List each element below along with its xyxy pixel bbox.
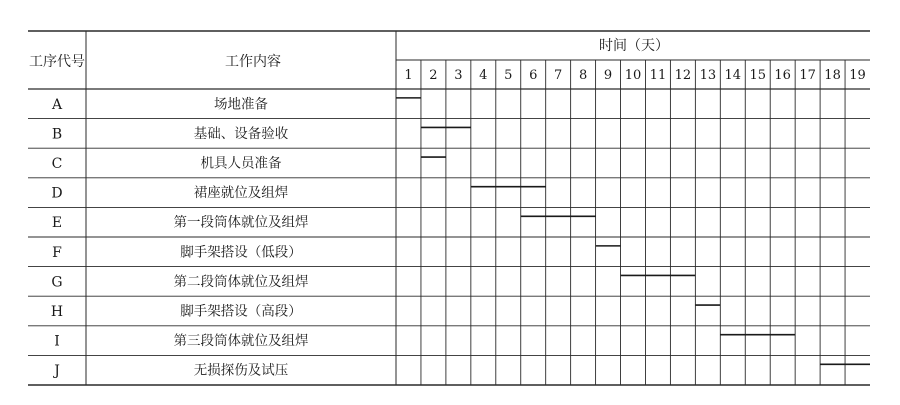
task-name: 第一段筒体就位及组焊	[173, 214, 309, 231]
day-label: 15	[749, 68, 767, 83]
task-code: G	[51, 274, 63, 291]
day-label: 11	[649, 68, 667, 83]
day-label: 3	[454, 68, 463, 83]
day-label: 18	[824, 68, 841, 83]
day-label: 9	[603, 68, 613, 83]
task-name: 脚手架搭设（低段）	[180, 244, 302, 261]
task-code: F	[52, 244, 62, 261]
task-code: H	[50, 304, 64, 320]
header-time-label: 时间（天）	[599, 38, 669, 54]
task-name: 基础、设备验收	[193, 125, 289, 142]
task-bars	[396, 98, 870, 364]
day-label: 19	[849, 68, 866, 83]
task-code: I	[54, 333, 60, 350]
task-name: 机具人员准备	[200, 155, 282, 172]
task-name: 无损探伤及试压	[193, 362, 289, 379]
task-code: A	[51, 96, 63, 113]
day-label: 4	[479, 68, 488, 83]
task-name: 第二段筒体就位及组焊	[173, 273, 309, 290]
day-label: 6	[529, 68, 538, 83]
day-label: 1	[404, 68, 413, 83]
header-content-label: 工作内容	[225, 54, 281, 70]
task-name: 场地准备	[214, 96, 268, 113]
task-code: D	[51, 185, 63, 202]
task-code: B	[51, 126, 63, 143]
task-name: 裙座就位及组焊	[193, 185, 289, 202]
day-label: 2	[429, 68, 438, 83]
day-label: 16	[774, 68, 791, 83]
task-code: C	[51, 156, 63, 172]
task-name: 第三段筒体就位及组焊	[173, 333, 309, 350]
day-label: 10	[624, 68, 642, 83]
task-name: 脚手架搭设（高段）	[180, 303, 302, 320]
task-code: E	[51, 215, 63, 232]
day-label: 5	[504, 68, 513, 83]
day-label: 17	[799, 68, 816, 83]
day-label: 8	[578, 68, 588, 83]
header-code-label: 工序代号	[29, 54, 85, 70]
day-label: 12	[674, 68, 692, 83]
grid-lines	[28, 31, 870, 385]
day-label: 13	[699, 68, 717, 83]
task-code: J	[54, 363, 60, 380]
day-label: 7	[554, 68, 563, 83]
day-label: 14	[724, 68, 742, 83]
day-labels	[404, 68, 865, 83]
